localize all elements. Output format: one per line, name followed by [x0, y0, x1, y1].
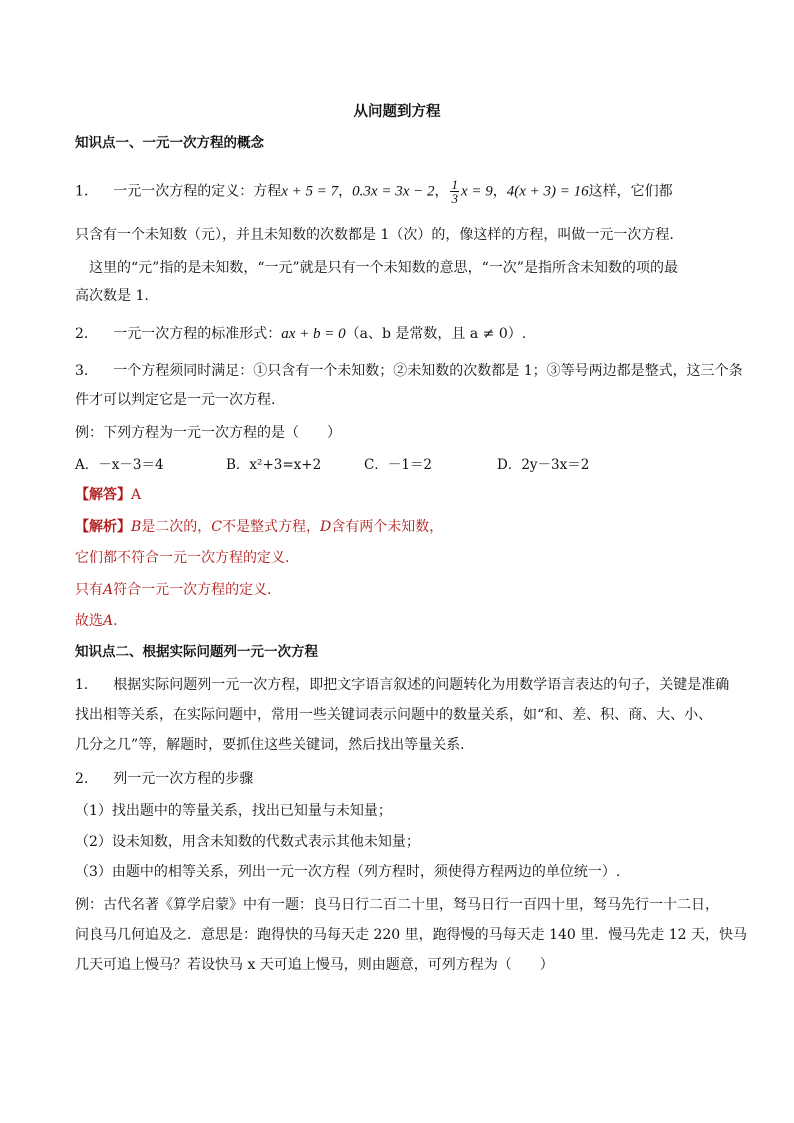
s1-item2-text: 一元一次方程的标准形式：	[113, 326, 282, 342]
step-2: （2）设未知数，用含未知数的代数式表示其他未知量；	[75, 834, 420, 850]
option-a: A．－x－3＝4	[75, 457, 164, 473]
equation-3: x = 9	[460, 183, 493, 200]
analysis-line4-text-2: ．	[113, 613, 128, 629]
s1-item2	[75, 325, 526, 343]
analysis-text-1: 是二次的，	[141, 519, 212, 535]
fraction-one-third	[450, 178, 459, 205]
s1-item1-line2: 只含有一个未知数（元），并且未知数的次数都是 1（次）的，像这样的方程，叫做一元一次方程.	[75, 227, 674, 243]
s2-item1-number: 1.	[75, 677, 89, 693]
answer-label: 【解答】	[75, 487, 131, 503]
analysis-line4-text-1: 故选	[75, 613, 103, 629]
section2-heading: 知识点二、根据实际问题列一元一次方程	[75, 644, 318, 660]
analysis-line2: 它们都不符合一元一次方程的定义．	[75, 550, 299, 566]
analysis-text-2: 不是整式方程，	[222, 519, 321, 535]
equation-4: 4(x + 3) = 16	[506, 183, 589, 200]
s2-item1-line2: 找出相等关系，在实际问题中，常用一些关键词表示问题中的数量关系，如“和、差、积、商、大、小、	[75, 707, 713, 723]
s2-item2-number: 2.	[75, 771, 89, 787]
s2-item2	[75, 770, 253, 788]
s1-item1-tail: 这样，它们都	[588, 183, 673, 200]
s2-item1-text: 根据实际问题列一元一次方程，即把文字语言叙述的问题转化为用数学语言表达的句子，关键是准确	[113, 677, 730, 693]
analysis-text-3: 含有两个未知数，	[331, 519, 444, 535]
s1-item3-line1	[75, 362, 743, 380]
page-title: 从问题到方程	[353, 103, 441, 120]
analysis-line3-var-a: A	[103, 582, 114, 598]
standard-form-equation: ax + b = 0	[281, 326, 346, 342]
analysis-line1	[75, 518, 443, 536]
s1-item2-number: 2.	[75, 326, 89, 342]
s1-example: 例：下列方程为一元一次方程的是（ ）	[75, 425, 341, 441]
s1-item1-line1: 1. 一元一次方程的定义：方程x + 5 = 7，0.3x = 3x − 2， $\frac{1}{3}$ x = 9，4(x + 3) = 16这样，它们都	[75, 177, 673, 206]
analysis-var-c: C	[211, 519, 223, 535]
analysis-var-b: B	[131, 519, 142, 535]
option-c: C．－1＝2	[364, 457, 433, 473]
fraction-numerator: 1	[451, 177, 458, 192]
answer-value: A	[131, 487, 142, 503]
s2-example-line1: 例：古代名著《算学启蒙》中有一题：良马日行二百二十里，驽马日行一百四十里，驽马先行一十二日，	[75, 897, 719, 913]
option-d: D．2y－3x＝2	[497, 457, 590, 473]
analysis-line3-text-1: 只有	[75, 582, 103, 598]
s2-item2-text: 列一元一次方程的步骤	[113, 771, 254, 787]
fraction-denominator: 3	[451, 191, 458, 206]
s2-item1-line3: 几分之几”等，解题时，要抓住这些关键词，然后找出等量关系.	[75, 737, 465, 753]
equation-1: x + 5 = 7	[281, 183, 339, 200]
option-b: B．x²+3=x+2	[226, 457, 322, 473]
analysis-label: 【解析】	[75, 519, 131, 535]
s2-example-line3: 几天可追上慢马？若设快马 x 天可追上慢马，则由题意，可列方程为（ ）	[75, 957, 554, 973]
equation-2: 0.3x = 3x − 2	[352, 183, 435, 200]
s1-item1-number: 1.	[75, 183, 89, 200]
analysis-line3-text-2: 符合一元一次方程的定义．	[113, 582, 282, 598]
step-3: （3）由题中的相等关系，列出一元一次方程（列方程时，须使得方程两边的单位统一）.	[75, 864, 621, 880]
s1-item3-text: 一个方程须同时满足：①只含有一个未知数；②未知数的次数都是 1；③等号两边都是整式，这三个条	[113, 363, 743, 379]
s1-item1-text: 一元一次方程的定义：方程	[113, 183, 282, 200]
analysis-line4-var-a: A	[103, 613, 114, 629]
s2-item1-line1	[75, 676, 729, 694]
step-1: （1）找出题中的等量关系，找出已知量与未知量；	[75, 803, 392, 819]
s1-item3-line2: 件才可以判定它是一元一次方程.	[75, 392, 276, 408]
answer-line	[75, 486, 141, 504]
s1-item3-number: 3.	[75, 363, 89, 379]
s1-para2-line1: 这里的“元”指的是未知数，“一元”就是只有一个未知数的意思，“一次”是指所含未知数的项的最	[89, 260, 678, 276]
section1-heading: 知识点一、一元一次方程的概念	[75, 135, 264, 151]
analysis-line3	[75, 581, 281, 599]
analysis-line4	[75, 612, 127, 630]
s1-item2-condition: （a、b 是常数，且 a ≠ 0）.	[345, 326, 527, 342]
s1-para2-line2: 高次数是 1.	[75, 288, 149, 304]
s2-example-line2: 问良马几何追及之．意思是：跑得快的马每天走 220 里，跑得慢的马每天走 140 里．慢马先走 12 天，快马	[75, 927, 747, 943]
analysis-var-d: D	[320, 519, 332, 535]
